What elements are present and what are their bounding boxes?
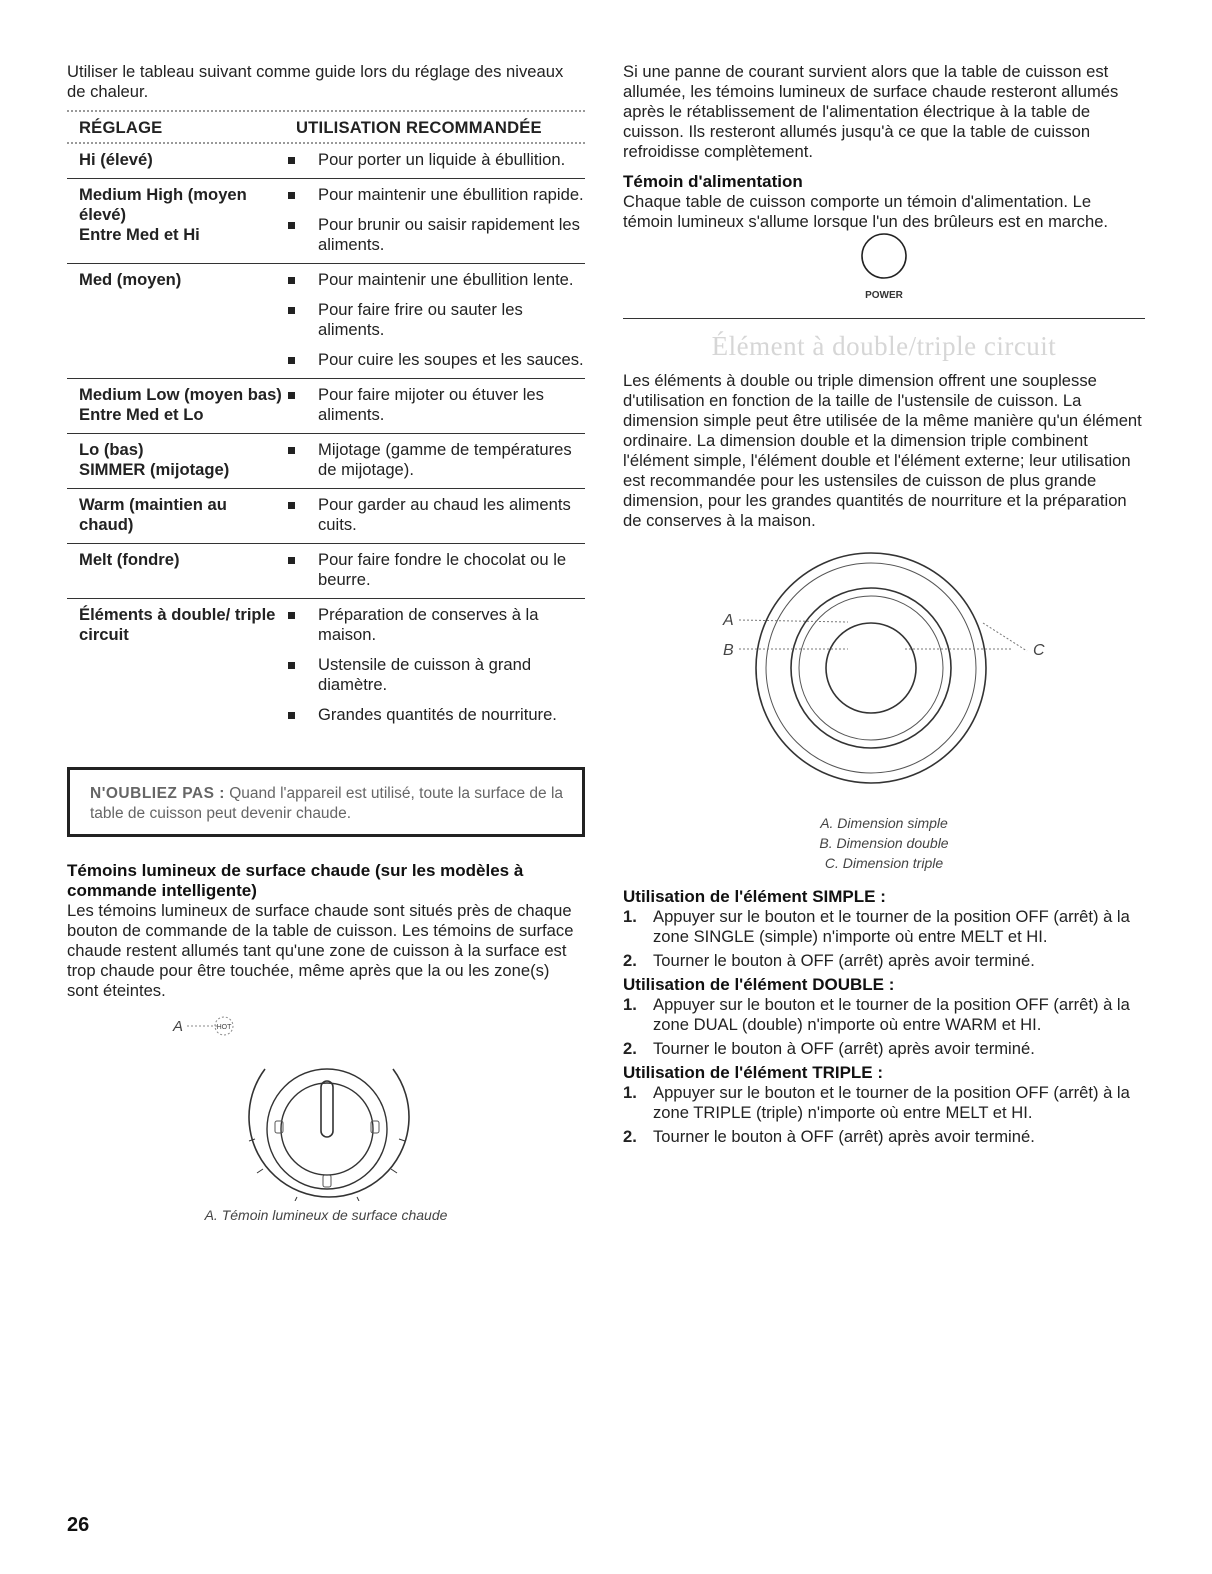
knob-icon: [281, 1083, 373, 1175]
usage-item: Pour faire fondre le chocolat ou le beurre.: [284, 550, 585, 590]
setting-alias: Entre Med et Lo: [79, 405, 204, 424]
power-label: POWER: [865, 290, 903, 301]
power-indicator-diagram: [623, 232, 1145, 304]
hot-lights-heading: Témoins lumineux de surface chaude (sur les modèles à commande intelligente): [67, 861, 524, 900]
power-icon: [862, 234, 906, 278]
triple-usage-steps: [623, 1083, 1145, 1147]
table-row: [67, 144, 585, 179]
square-bullet-icon: [284, 605, 318, 645]
hot-light-caption: A. Témoin lumineux de surface chaude: [204, 1207, 448, 1223]
square-bullet-icon: [284, 350, 318, 370]
square-bullet-icon: [284, 150, 318, 170]
tick-mark: [257, 1169, 263, 1173]
triple-usage-heading: Utilisation de l'élément TRIPLE :: [623, 1063, 884, 1082]
single-usage-heading: Utilisation de l'élément SIMPLE :: [623, 887, 886, 906]
setting-name: Hi (élevé): [79, 150, 153, 169]
left-column: [67, 62, 585, 1225]
square-bullet-icon: [284, 705, 318, 725]
single-usage-steps: [623, 907, 1145, 971]
double-ring: [791, 588, 951, 748]
knob-bezel: [267, 1069, 387, 1189]
section-heading: Élément à double/triple circuit: [711, 331, 1057, 361]
table-row: [67, 434, 585, 489]
label-b: B: [723, 642, 734, 659]
hot-light-knob-diagram: [67, 1001, 585, 1201]
table-row: [67, 599, 585, 733]
leader-line-c2: [983, 623, 1027, 651]
setting-name: Medium Low (moyen bas): [79, 385, 282, 404]
usage-instructions: [623, 887, 1145, 1147]
setting-name: Lo (bas): [79, 440, 144, 459]
square-bullet-icon: [284, 655, 318, 695]
double-usage-steps: [623, 995, 1145, 1059]
usage-item: Pour brunir ou saisir rapidement les aliments.: [284, 215, 585, 255]
square-bullet-icon: [284, 300, 318, 340]
setting-alias: Entre Med et Hi: [79, 225, 200, 244]
reminder-label: N'OUBLIEZ PAS :: [90, 785, 225, 802]
setting-alias: SIMMER (mijotage): [79, 460, 230, 479]
list-item: 1. Appuyer sur le bouton et le tourner de la position OFF (arrêt) à la zone SINGLE (simple) n'importe où entre MELT et HI.: [623, 907, 1130, 946]
setting-name: Éléments à double/ triple circuit: [79, 605, 276, 644]
usage-item: Pour porter un liquide à ébullition.: [284, 150, 585, 170]
table-row: [67, 379, 585, 434]
table-row: [67, 489, 585, 544]
table-row: [67, 544, 585, 599]
setting-name: Melt (fondre): [79, 550, 180, 569]
list-item: 2. Tourner le bouton à OFF (arrêt) après avoir terminé.: [623, 951, 1035, 970]
leader-line-a: [739, 620, 848, 622]
usage-item: Ustensile de cuisson à grand diamètre.: [284, 655, 585, 695]
table-header: [67, 112, 585, 142]
power-light-heading: Témoin d'alimentation: [623, 172, 803, 191]
hot-lights-body: Les témoins lumineux de surface chaude sont situés près de chaque bouton de commande de la table de cuisson. Les témoins de surface chaude restent allumés tant qu'une zone de cuisson à la surface est trop chaude pour être touchée, même après que la ou les zone(s) sont éteintes.: [67, 901, 574, 1000]
tick-mark: [357, 1197, 359, 1201]
usage-item: Mijotage (gamme de températures de mijotage).: [284, 440, 585, 480]
square-bullet-icon: [284, 185, 318, 205]
setting-name: Med (moyen): [79, 270, 182, 289]
page-number: 26: [67, 1514, 90, 1536]
usage-item: Grandes quantités de nourriture.: [284, 705, 585, 725]
square-bullet-icon: [284, 495, 318, 535]
settings-table: [67, 144, 585, 733]
setting-name: Warm (maintien au chaud): [79, 495, 227, 534]
triple-ring-inner: [766, 563, 976, 773]
double-usage-heading: Utilisation de l'élément DOUBLE :: [623, 975, 895, 994]
label-a: A: [173, 1018, 184, 1035]
label-c: C: [1033, 642, 1045, 659]
caption-double: B. Dimension double: [819, 835, 949, 851]
usage-item: Pour cuire les soupes et les sauces.: [284, 350, 585, 370]
usage-item: Pour garder au chaud les aliments cuits.: [284, 495, 585, 535]
caption-triple: C. Dimension triple: [824, 855, 944, 871]
tick-mark: [295, 1197, 297, 1201]
section-divider: [623, 318, 1145, 319]
element-size-diagram: [623, 543, 1145, 813]
double-ring-inner: [799, 596, 943, 740]
list-item: 2. Tourner le bouton à OFF (arrêt) après avoir terminé.: [623, 1039, 1035, 1058]
single-ring: [826, 623, 916, 713]
table-intro: Utiliser le tableau suivant comme guide lors du réglage des niveaux de chaleur.: [67, 62, 564, 101]
table-row: [67, 264, 585, 379]
usage-item: Pour maintenir une ébullition rapide.: [284, 185, 585, 205]
list-item: 1. Appuyer sur le bouton et le tourner de la position OFF (arrêt) à la zone TRIPLE (triple) n'importe où entre MELT et HI.: [623, 1083, 1130, 1122]
header-usage: UTILISATION RECOMMANDÉE: [296, 118, 542, 137]
list-item: 2. Tourner le bouton à OFF (arrêt) après avoir terminé.: [623, 1127, 1035, 1146]
right-column: [623, 62, 1145, 1151]
usage-item: Pour maintenir une ébullition lente.: [284, 270, 585, 290]
usage-item: Préparation de conserves à la maison.: [284, 605, 585, 645]
setting-name: Medium High (moyen élevé): [79, 185, 247, 224]
square-bullet-icon: [284, 440, 318, 480]
power-light-body: Chaque table de cuisson comporte un témoin d'alimentation. Le témoin lumineux s'allume lorsque l'un des brûleurs est en marche.: [623, 192, 1109, 231]
reminder-text: Quand l'appareil est utilisé, toute la surface de la table de cuisson peut devenir chaude.: [90, 785, 564, 822]
table-row: [67, 179, 585, 264]
tick-mark: [391, 1169, 397, 1173]
knob-marker: [323, 1175, 331, 1187]
usage-item: Pour faire frire ou sauter les aliments.: [284, 300, 585, 340]
label-a: A: [723, 612, 734, 629]
square-bullet-icon: [284, 550, 318, 590]
square-bullet-icon: [284, 215, 318, 255]
square-bullet-icon: [284, 385, 318, 425]
hot-badge-text: HOT: [216, 1024, 232, 1031]
tick-mark: [399, 1139, 405, 1141]
square-bullet-icon: [284, 270, 318, 290]
caption-single: A. Dimension simple: [820, 815, 948, 831]
power-failure-text: Si une panne de courant survient alors que la table de cuisson est allumée, les témoins lumineux de surface chaude resteront allumés après le rétablissement de l'alimentation électrique à la table de cuisson. Ils resteront allumés jusqu'à ce que la table de cuisson refroidisse complètement.: [623, 62, 1119, 161]
knob-outer-arc: [249, 1069, 409, 1197]
header-setting: RÉGLAGE: [79, 118, 163, 137]
knob-pointer: [321, 1081, 333, 1137]
usage-item: Pour faire mijoter ou étuver les aliments.: [284, 385, 585, 425]
reminder-box: [67, 767, 585, 837]
list-item: 1. Appuyer sur le bouton et le tourner de la position OFF (arrêt) à la zone DUAL (double) n'importe où entre WARM et HI.: [623, 995, 1130, 1034]
section-body: Les éléments à double ou triple dimension offrent une souplesse d'utilisation en fonction de la taille de l'ustensile de cuisson. La dimension simple peut être utilisée de la même manière qu'un élément ordinaire. La dimension double et la dimension triple combinent l'élément simple, l'élément double et l'élément externe; leur utilisation est recommandée pour les ustensiles de cuisson de plus grande dimension, pour les grandes quantités de nourriture et la préparation de conserves à la maison.: [623, 371, 1142, 530]
